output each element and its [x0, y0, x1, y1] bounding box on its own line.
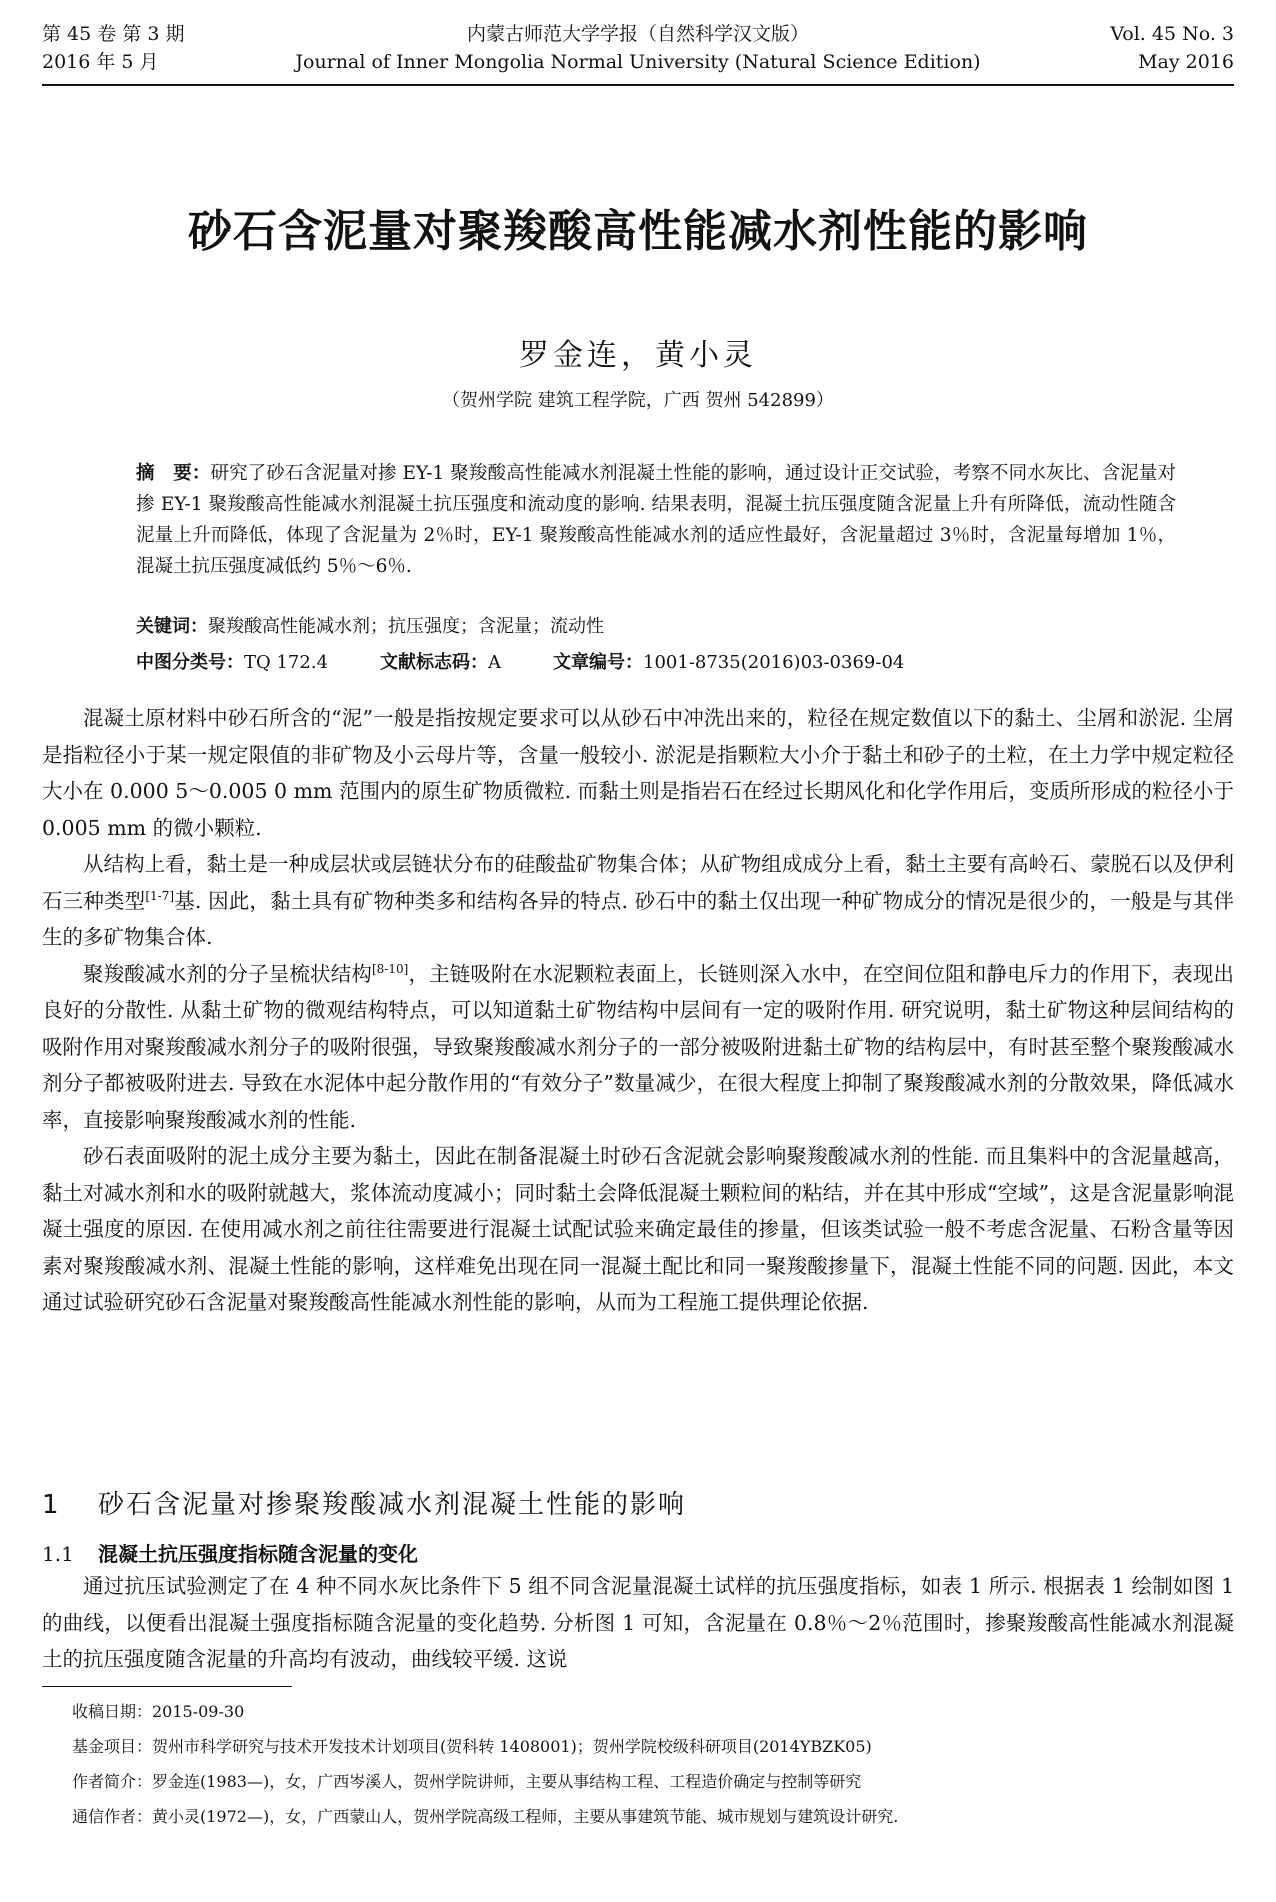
article-no-value: 1001-8735(2016)03-0369-04 — [643, 652, 905, 673]
abstract-label: 摘 要： — [136, 463, 211, 484]
citation-ref: [8-10] — [372, 961, 409, 976]
classification-line — [136, 648, 1176, 678]
footnotes — [72, 1694, 1234, 1834]
volume-en: Vol. 45 No. 3 — [1110, 23, 1234, 45]
footnote-corresponding: 通信作者：黄小灵(1972—)，女，广西蒙山人，贺州学院高级工程师，主要从事建筑节能、城市规划与建筑设计研究. — [72, 1807, 899, 1826]
section-number: 1 — [42, 1490, 61, 1520]
date-cn: 2016 年 5 月 — [42, 51, 159, 73]
keywords — [136, 612, 1176, 642]
keywords-text: 聚羧酸高性能减水剂；抗压强度；含泥量；流动性 — [208, 616, 604, 637]
subsection-heading-1-1 — [42, 1538, 418, 1567]
footnote-author: 作者简介：罗金连(1983—)，女，广西岑溪人，贺州学院讲师，主要从事结构工程、工程造价确定与控制等研究 — [72, 1772, 862, 1791]
body-text — [42, 700, 1234, 1321]
paper-affiliation: （贺州学院 建筑工程学院，广西 贺州 542899） — [442, 390, 834, 411]
running-header — [42, 20, 1234, 86]
paper-title: 砂石含泥量对聚羧酸高性能减水剂性能的影响 — [188, 206, 1088, 257]
abstract-text: 研究了砂石含泥量对掺 EY-1 聚羧酸高性能减水剂混凝土性能的影响，通过设计正交试验，考察不同水灰比、含泥量对掺 EY-1 聚羧酸高性能减水剂混凝土抗压强度和流动度的影响. 结果表明，混凝土抗压强度随含泥量上升有所降低，流动性随含泥量上升而降低，体现了含泥量为 2％时，EY-1 聚羧酸高性能减水剂的适应性最好，含泥量超过 3％时，含泥量每增加 1％，混凝土抗压强度减低约 5％～6％. — [136, 463, 1176, 577]
clc-label: 中图分类号： — [136, 652, 244, 673]
header-right — [1110, 20, 1234, 76]
journal-en: Journal of Inner Mongolia Normal University (Natural Science Edition) — [295, 51, 981, 73]
doc-code-label: 文献标志码： — [380, 652, 489, 673]
body-paragraph-1: 混凝土原材料中砂石所含的“泥”一般是指按规定要求可以从砂石中冲洗出来的，粒径在规定数值以下的黏土、尘屑和淤泥. 尘屑是指粒径小于某一规定限值的非矿物及小云母片等，含量一般较小. 淤泥是指颗粒大小介于黏土和砂子的土粒，在土力学中规定粒径大小在 0.000 5～0.005 0 mm 范围内的原生矿物质微粒. 而黏土则是指岩石在经过长期风化和化学作用后，变质所形成的粒径小于 0.005 mm 的微小颗粒. — [42, 706, 1234, 840]
article-no-label: 文章编号： — [553, 652, 644, 673]
body-paragraph-2: 从结构上看，黏土是一种成层状或层链状分布的硅酸盐矿物集合体；从矿物组成成分上看，黏土主要有高岭石、蒙脱石以及伊利石三种类型[1-7]基. 因此，黏土具有矿物种类多和结构各异的特点. 砂石中的黏土仅出现一种矿物成分的情况是很少的，一般是与其伴生的多矿物集合体. — [42, 852, 1235, 949]
footnote-received: 收稿日期：2015-09-30 — [72, 1702, 245, 1721]
section-title: 砂石含泥量对掺聚羧酸减水剂混凝土性能的影响 — [98, 1490, 687, 1520]
body-paragraph-3: 聚羧酸减水剂的分子呈梳状结构[8-10]，主链吸附在水泥颗粒表面上，长链则深入水中，在空间位阻和静电斥力的作用下，表现出良好的分散性. 从黏土矿物的微观结构特点，可以知道黏土矿物结构中层间有一定的吸附作用. 研究说明，黏土矿物这种层间结构的吸附作用对聚羧酸减水剂分子的吸附很强，导致聚羧酸减水剂分子的一部分被吸附进黏土矿物的结构层中，有时甚至整个聚羧酸减水剂分子都被吸附进去. 导致在水泥体中起分散作用的“有效分子”数量减少，在很大程度上抑制了聚羧酸减水剂的分散效果，降低减水率，直接影响聚羧酸减水剂的性能. — [42, 961, 1235, 1132]
body-text-section-1 — [42, 1568, 1234, 1678]
section-heading-1 — [42, 1484, 686, 1521]
body-paragraph-5: 通过抗压试验测定了在 4 种不同水灰比条件下 5 组不同含泥量混凝土试样的抗压强度指标，如表 1 所示. 根据表 1 绘制如图 1 的曲线，以便看出混凝土强度指标随含泥量的变化趋势. 分析图 1 可知，含泥量在 0.8％～2％范围时，掺聚羧酸高性能减水剂混凝土的抗压强度随含泥量的升高均有波动，曲线较平缓. 这说 — [42, 1574, 1234, 1671]
citation-ref: [1-7] — [145, 888, 175, 903]
abstract — [136, 458, 1176, 582]
header-rule — [42, 84, 1234, 86]
footnote-rule — [42, 1686, 292, 1687]
subsection-title: 混凝土抗压强度指标随含泥量的变化 — [98, 1542, 418, 1566]
date-en: May 2016 — [1138, 51, 1234, 73]
journal-cn: 内蒙古师范大学学报（自然科学汉文版） — [466, 23, 809, 45]
doc-code-value: A — [488, 652, 502, 673]
header-center — [42, 20, 1234, 76]
body-paragraph-4: 砂石表面吸附的泥土成分主要为黏土，因此在制备混凝土时砂石含泥就会影响聚羧酸减水剂的性能. 而且集料中的含泥量越高，黏土对减水剂和水的吸附就越大，浆体流动度减小；同时黏土会降低混凝土颗粒间的粘结，并在其中形成“空域”，这是含泥量影响混凝土强度的原因. 在使用减水剂之前往往需要进行混凝土试配试验来确定最佳的掺量，但该类试验一般不考虑含泥量、石粉含量等因素对聚羧酸减水剂、混凝土性能的影响，这样难免出现在同一混凝土配比和同一聚羧酸掺量下，混凝土性能不同的问题. 因此，本文通过试验研究砂石含泥量对聚羧酸高性能减水剂性能的影响，从而为工程施工提供理论依据. — [42, 1144, 1234, 1314]
keywords-label: 关键词： — [136, 616, 208, 637]
paper-authors: 罗金连，黄小灵 — [519, 338, 757, 373]
footnote-fund: 基金项目：贺州市科学研究与技术开发技术计划项目(贺科转 1408001)；贺州学院校级科研项目(2014YBZK05) — [72, 1737, 872, 1756]
clc-value: TQ 172.4 — [244, 652, 329, 673]
subsection-number: 1.1 — [42, 1542, 74, 1566]
volume-cn: 第 45 卷 第 3 期 — [42, 23, 185, 45]
